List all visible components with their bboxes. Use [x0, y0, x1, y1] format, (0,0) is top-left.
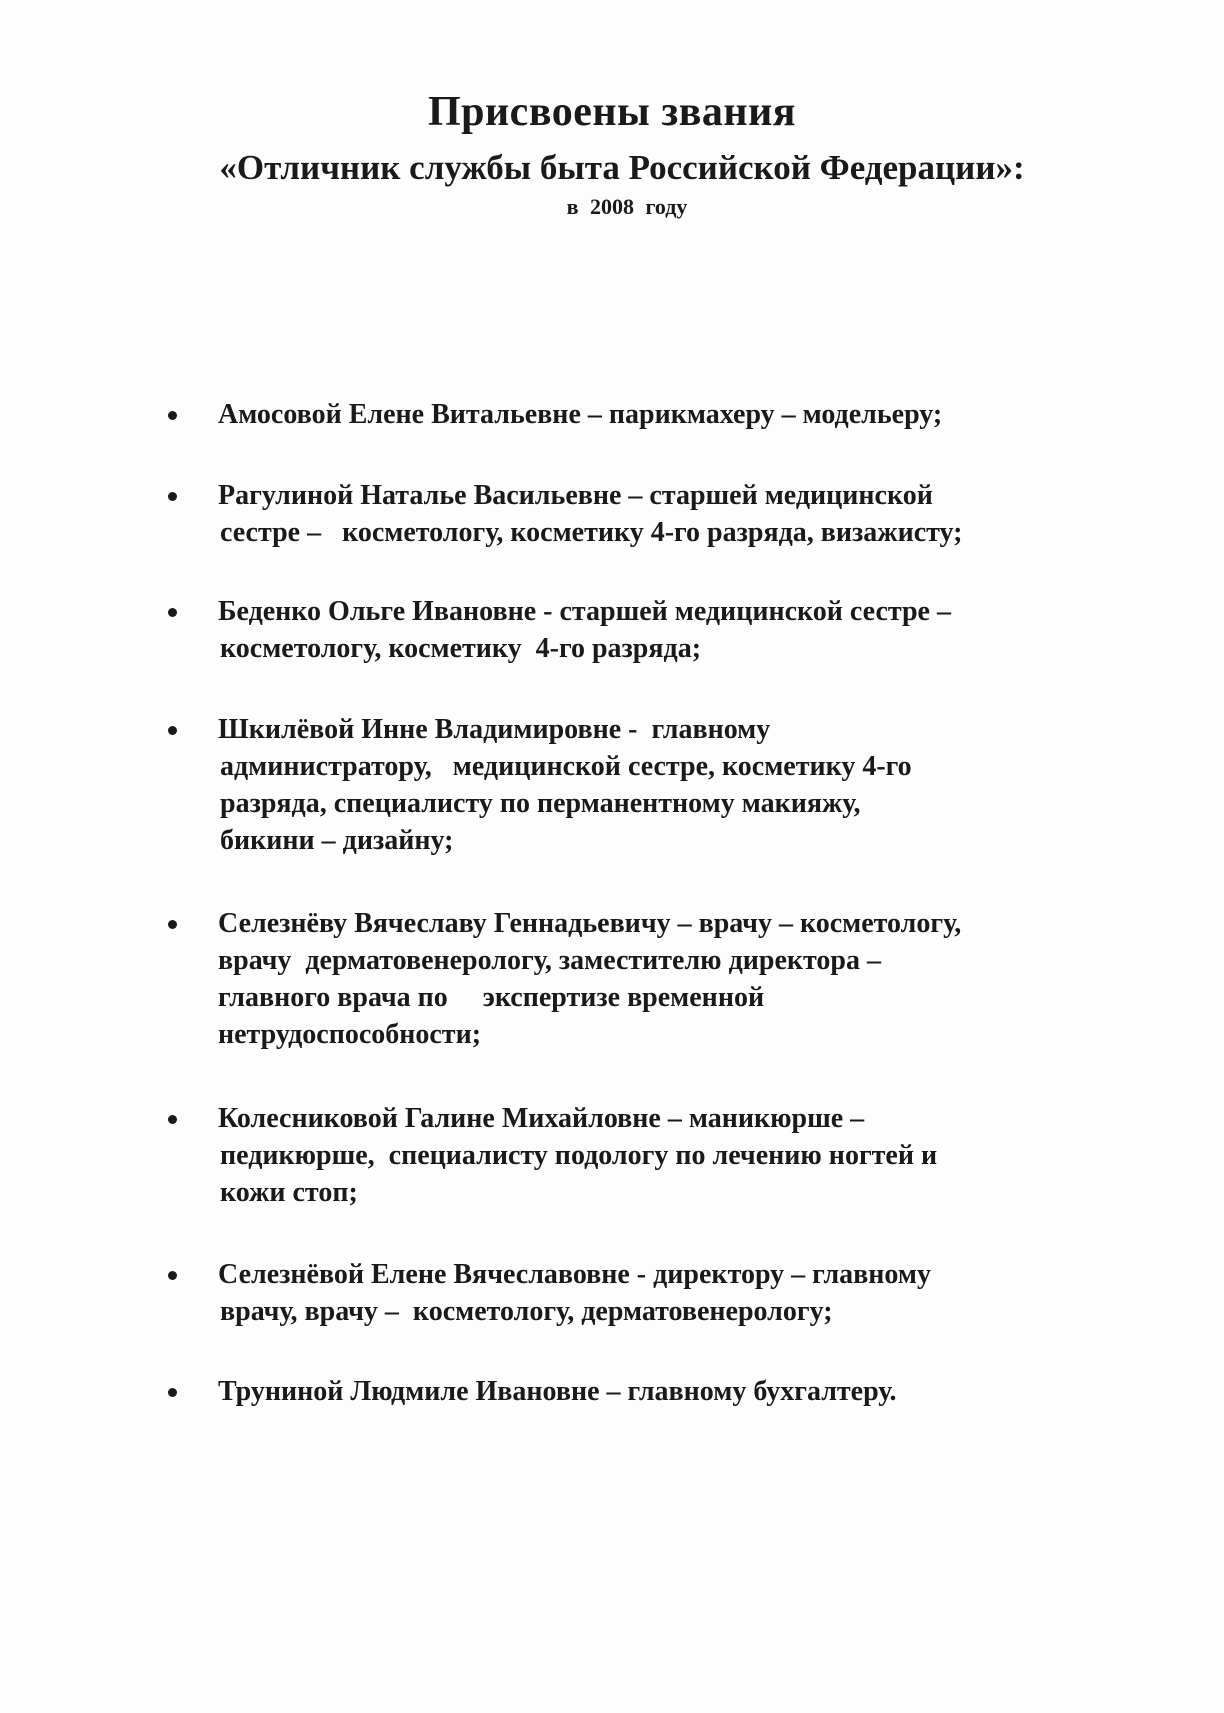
- bullet-icon: [168, 1388, 177, 1397]
- list-item-line: Беденко Ольге Ивановне - старшей медицинской сестре –: [218, 596, 951, 627]
- list-item-text: [188, 593, 1128, 667]
- list-item-line: Рагулиной Наталье Васильевне – старшей медицинской: [218, 480, 933, 511]
- bullet-icon: [168, 608, 177, 617]
- bullet-icon: [168, 920, 177, 929]
- list-item-line: Колесниковой Галине Михайловне – маникюрше –: [218, 1103, 865, 1134]
- list-item-line: Труниной Людмиле Ивановне – главному бухгалтеру.: [218, 1376, 897, 1407]
- list-item: [188, 593, 1128, 667]
- bullet-icon: [168, 411, 177, 420]
- list-item-text: [188, 396, 1128, 433]
- list-item-line: сестре – косметологу, косметику 4-го разряда, визажисту;: [220, 517, 963, 548]
- list-item-line: администратору, медицинской сестре, косметику 4-го: [220, 751, 912, 782]
- year-line: в 2008 году: [566, 194, 688, 219]
- bullet-icon: [168, 1271, 177, 1280]
- list-item-line: бикини – дизайну;: [220, 825, 454, 856]
- bullet-icon: [168, 1115, 177, 1124]
- list-item-line: разряда, специалисту по перманентному макияжу,: [220, 788, 861, 819]
- list-item-line: врачу дерматовенерологу, заместителю директора –: [218, 945, 881, 976]
- list-item: [188, 477, 1128, 551]
- bullet-icon: [168, 492, 177, 501]
- list-item: [188, 1256, 1128, 1330]
- list-item-line: Амосовой Елене Витальевне – парикмахеру – модельеру;: [218, 399, 943, 430]
- list-item-line: нетрудоспособности;: [218, 1019, 482, 1050]
- list-item-line: косметологу, косметику 4-го разряда;: [220, 633, 702, 664]
- list-item-line: Шкилёвой Инне Владимировне - главному: [218, 714, 771, 745]
- document-title: Присвоены звания: [427, 89, 797, 135]
- list-item: [188, 396, 1128, 433]
- list-item-line: врачу, врачу – косметологу, дерматовенерологу;: [220, 1296, 833, 1327]
- list-item: [188, 711, 1128, 859]
- list-item-text: [188, 711, 1128, 859]
- list-item: [188, 1100, 1128, 1211]
- list-item: [188, 1373, 1128, 1410]
- bullet-icon: [168, 726, 177, 735]
- list-item-text: [188, 477, 1128, 551]
- list-item: [188, 905, 1128, 1053]
- list-item-text: [188, 1373, 1128, 1410]
- document-subtitle: «Отличник службы быта Российской Федерации»:: [219, 148, 1025, 187]
- list-item-line: кожи стоп;: [220, 1177, 358, 1208]
- list-item-text: [188, 905, 1128, 1053]
- list-item-line: педикюрше, специалисту подологу по лечению ногтей и: [220, 1140, 938, 1171]
- list-item-line: Селезнёвой Елене Вячеславовне - директору – главному: [218, 1259, 931, 1290]
- list-item-line: главного врача по экспертизе временной: [218, 982, 765, 1013]
- list-item-line: Селезнёву Вячеславу Геннадьевичу – врачу – косметологу,: [218, 908, 962, 939]
- list-item-text: [188, 1256, 1128, 1330]
- list-item-text: [188, 1100, 1128, 1211]
